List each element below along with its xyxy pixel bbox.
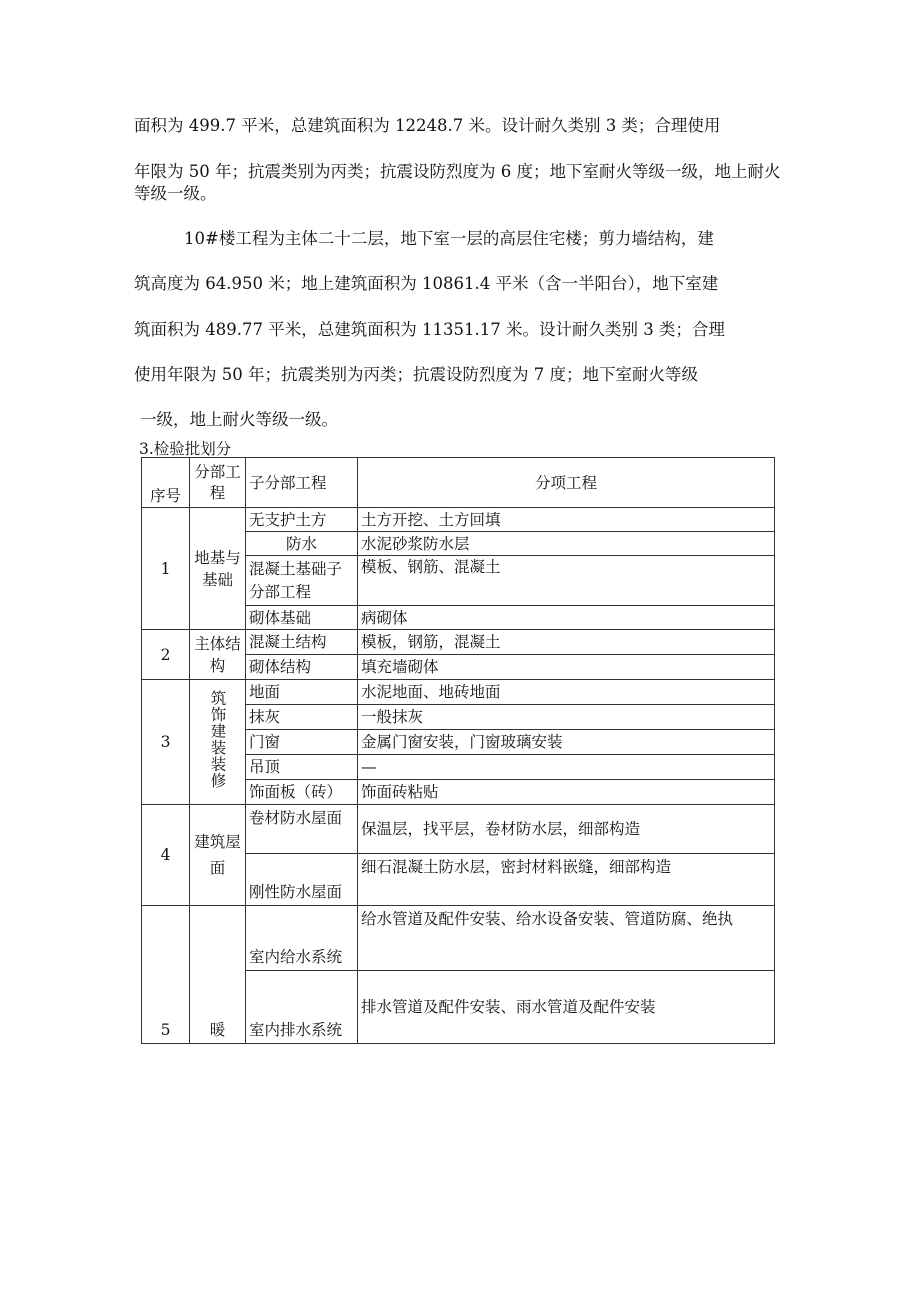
- paragraph-line: 面积为 499.7 平米，总建筑面积为 12248.7 米。设计耐久类别 3 类；合理使用: [134, 116, 721, 135]
- paragraph-line: 一级，地上耐火等级一级。: [140, 410, 338, 429]
- group-division: 暖: [190, 906, 246, 1044]
- item-cell: 给水管道及配件安装、给水设备安装、管道防腐、绝执: [358, 906, 775, 971]
- table-row: [142, 906, 775, 971]
- group-no: 1: [142, 508, 190, 630]
- section-heading: 3.检验批划分: [139, 440, 232, 458]
- group-division: 地基与基础: [190, 508, 246, 630]
- sub-division-cell: 混凝土结构: [246, 630, 358, 655]
- item-cell: 模板、钢筋、混凝土: [358, 556, 775, 606]
- sub-division-cell: 混凝土基础子分部工程: [246, 556, 358, 606]
- group-no: 2: [142, 630, 190, 680]
- sub-division-cell: 吊顶: [246, 755, 358, 780]
- item-cell: 水泥砂浆防水层: [358, 532, 775, 556]
- table-row: [142, 805, 775, 854]
- paragraph-line: 年限为 50 年；抗震类别为丙类；抗震设防烈度为 6 度；地下室耐火等级一级，地上耐火: [134, 162, 781, 181]
- sub-division-cell: 刚性防水屋面: [246, 854, 358, 906]
- sub-division-cell: 卷材防水屋面: [246, 805, 358, 854]
- header-sub-division: 子分部工程: [246, 458, 358, 508]
- table-header-row: [142, 458, 775, 508]
- paragraph-line: 筑高度为 64.950 米；地上建筑面积为 10861.4 平米（含一半阳台），地下室建: [134, 274, 719, 293]
- inspection-batch-table: [141, 457, 775, 1044]
- item-cell: 土方开挖、土方回填: [358, 508, 775, 532]
- group-division: 筑饰建装装修: [208, 689, 227, 789]
- item-cell: 病砌体: [358, 606, 775, 630]
- item-cell: 金属门窗安装，门窗玻璃安装: [358, 730, 775, 755]
- item-cell: 一般抹灰: [358, 705, 775, 730]
- table-row: [142, 680, 775, 705]
- item-cell: —: [358, 755, 775, 780]
- item-cell: 填充墙砌体: [358, 655, 775, 680]
- paragraph-line: 等级一级。: [134, 184, 217, 203]
- sub-division-cell: 抹灰: [246, 705, 358, 730]
- group-no: 4: [142, 805, 190, 906]
- sub-division-cell: 无支护土方: [246, 508, 358, 532]
- group-no: 3: [142, 680, 190, 805]
- group-division: 主体结构: [190, 630, 246, 680]
- item-cell: 细石混凝土防水层，密封材料嵌缝，细部构造: [358, 854, 775, 906]
- item-cell: 模板，钢筋，混凝土: [358, 630, 775, 655]
- sub-division-cell: 砌体基础: [246, 606, 358, 630]
- sub-division-cell: 室内给水系统: [246, 906, 358, 971]
- sub-division-cell: 砌体结构: [246, 655, 358, 680]
- table-row: [142, 508, 775, 532]
- item-cell: 保温层，找平层，卷材防水层，细部构造: [358, 805, 775, 854]
- item-cell: 水泥地面、地砖地面: [358, 680, 775, 705]
- group-division: 建筑屋面: [190, 805, 246, 906]
- paragraph-line: 使用年限为 50 年；抗震类别为丙类；抗震设防烈度为 7 度；地下室耐火等级: [134, 365, 698, 384]
- item-cell: 饰面砖粘贴: [358, 780, 775, 805]
- item-cell: 排水管道及配件安装、雨水管道及配件安装: [358, 971, 775, 1044]
- sub-division-cell: 饰面板（砖）: [246, 780, 358, 805]
- header-division: 分部工程: [190, 458, 246, 508]
- table-row: [142, 630, 775, 655]
- sub-division-cell: 门窗: [246, 730, 358, 755]
- paragraph-line: 10#楼工程为主体二十二层，地下室一层的高层住宅楼；剪力墙结构，建: [184, 229, 714, 248]
- paragraph-line: 筑面积为 489.77 平米，总建筑面积为 11351.17 米。设计耐久类别 3 类；合理: [134, 320, 725, 339]
- sub-division-cell: 地面: [246, 680, 358, 705]
- header-item: 分项工程: [358, 458, 775, 508]
- header-no: 序号: [142, 458, 190, 508]
- sub-division-cell: 室内排水系统: [246, 971, 358, 1044]
- sub-division-cell: 防水: [246, 532, 358, 556]
- group-division-cell: [190, 680, 246, 805]
- group-no: 5: [142, 906, 190, 1044]
